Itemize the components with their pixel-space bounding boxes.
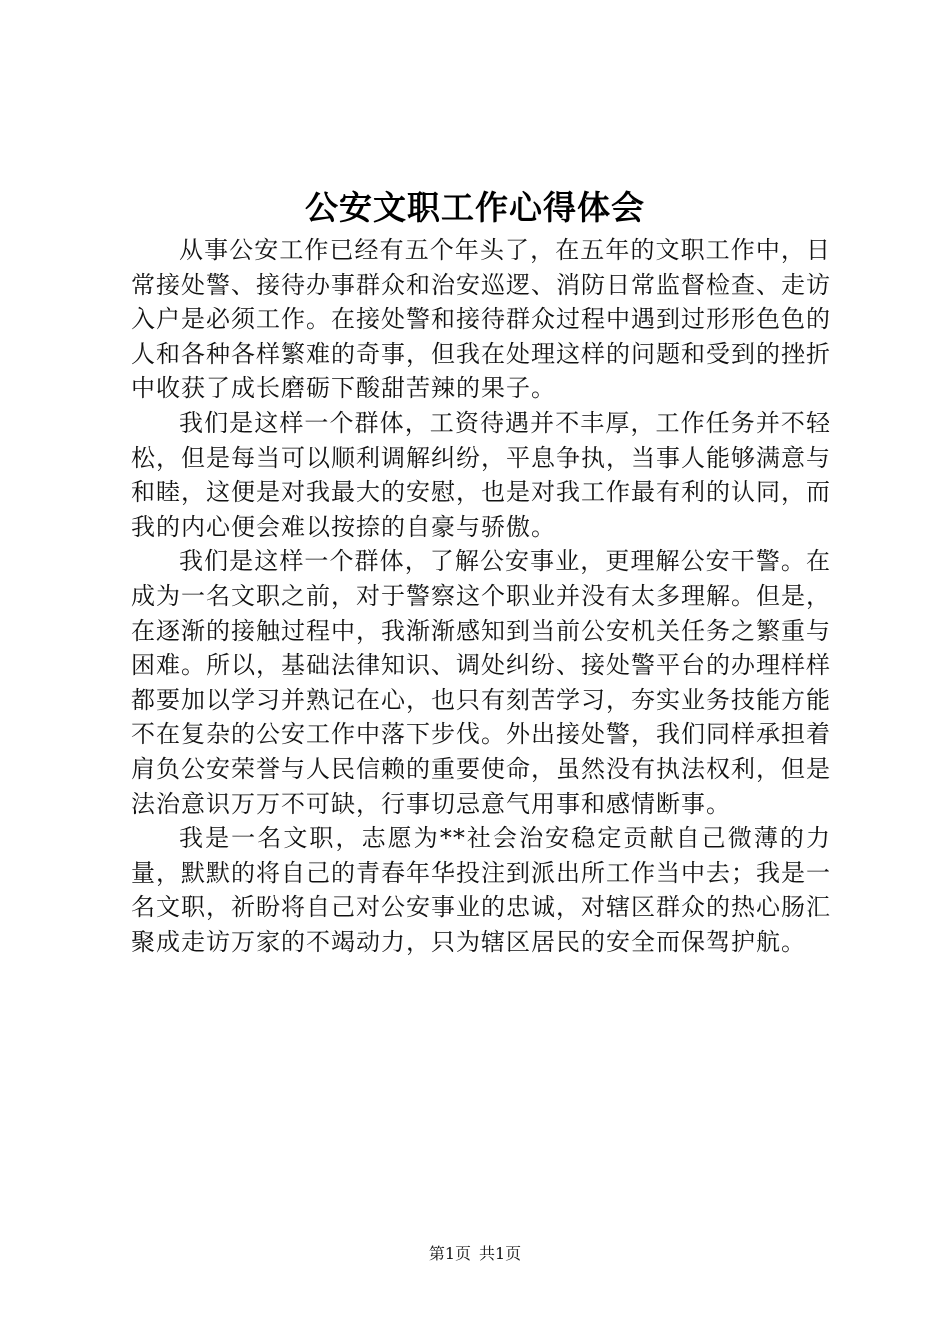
paragraph-4: 我是一名文职，志愿为**社会治安稳定贡献自己微薄的力量，默默的将自己的青春年华投注到派出所工作当中去；我是一名文职，祈盼将自己对公安事业的忠诚，对辖区群众的热心肠汇聚成走访万家的不竭动力，只为辖区居民的安全而保驾护航。	[131, 824, 831, 956]
paragraph-3: 我们是这样一个群体，了解公安事业，更理解公安干警。在成为一名文职之前，对于警察这个职业并没有太多理解。但是，在逐渐的接触过程中，我渐渐感知到当前公安机关任务之繁重与困难。所以，基础法律知识、调处纠纷、接处警平台的办理样样都要加以学习并熟记在心，也只有刻苦学习，夯实业务技能方能不在复杂的公安工作中落下步伐。外出接处警，我们同样承担着肩负公安荣誉与人民信赖的重要使命，虽然没有执法权利，但是法治意识万万不可缺，行事切忌意气用事和感情断事。	[131, 547, 831, 818]
page-number-current: 第1页	[428, 1244, 471, 1263]
page-footer	[0, 1242, 950, 1266]
document-body	[131, 233, 831, 959]
document-title: 公安文职工作心得体会	[305, 188, 645, 227]
paragraph-1: 从事公安工作已经有五个年头了，在五年的文职工作中，日常接处警、接待办事群众和治安巡逻、消防日常监督检查、走访入户是必须工作。在接处警和接待群众过程中遇到过形形色色的人和各种各样繁难的奇事，但我在处理这样的问题和受到的挫折中收获了成长磨砺下酸甜苦辣的果子。	[131, 236, 831, 403]
page-number-total: 共1页	[479, 1244, 522, 1263]
paragraph-2: 我们是这样一个群体，工资待遇并不丰厚，工作任务并不轻松，但是每当可以顺利调解纠纷，平息争执，当事人能够满意与和睦，这便是对我最大的安慰，也是对我工作最有利的认同，而我的内心便会难以按捺的自豪与骄傲。	[131, 408, 831, 541]
